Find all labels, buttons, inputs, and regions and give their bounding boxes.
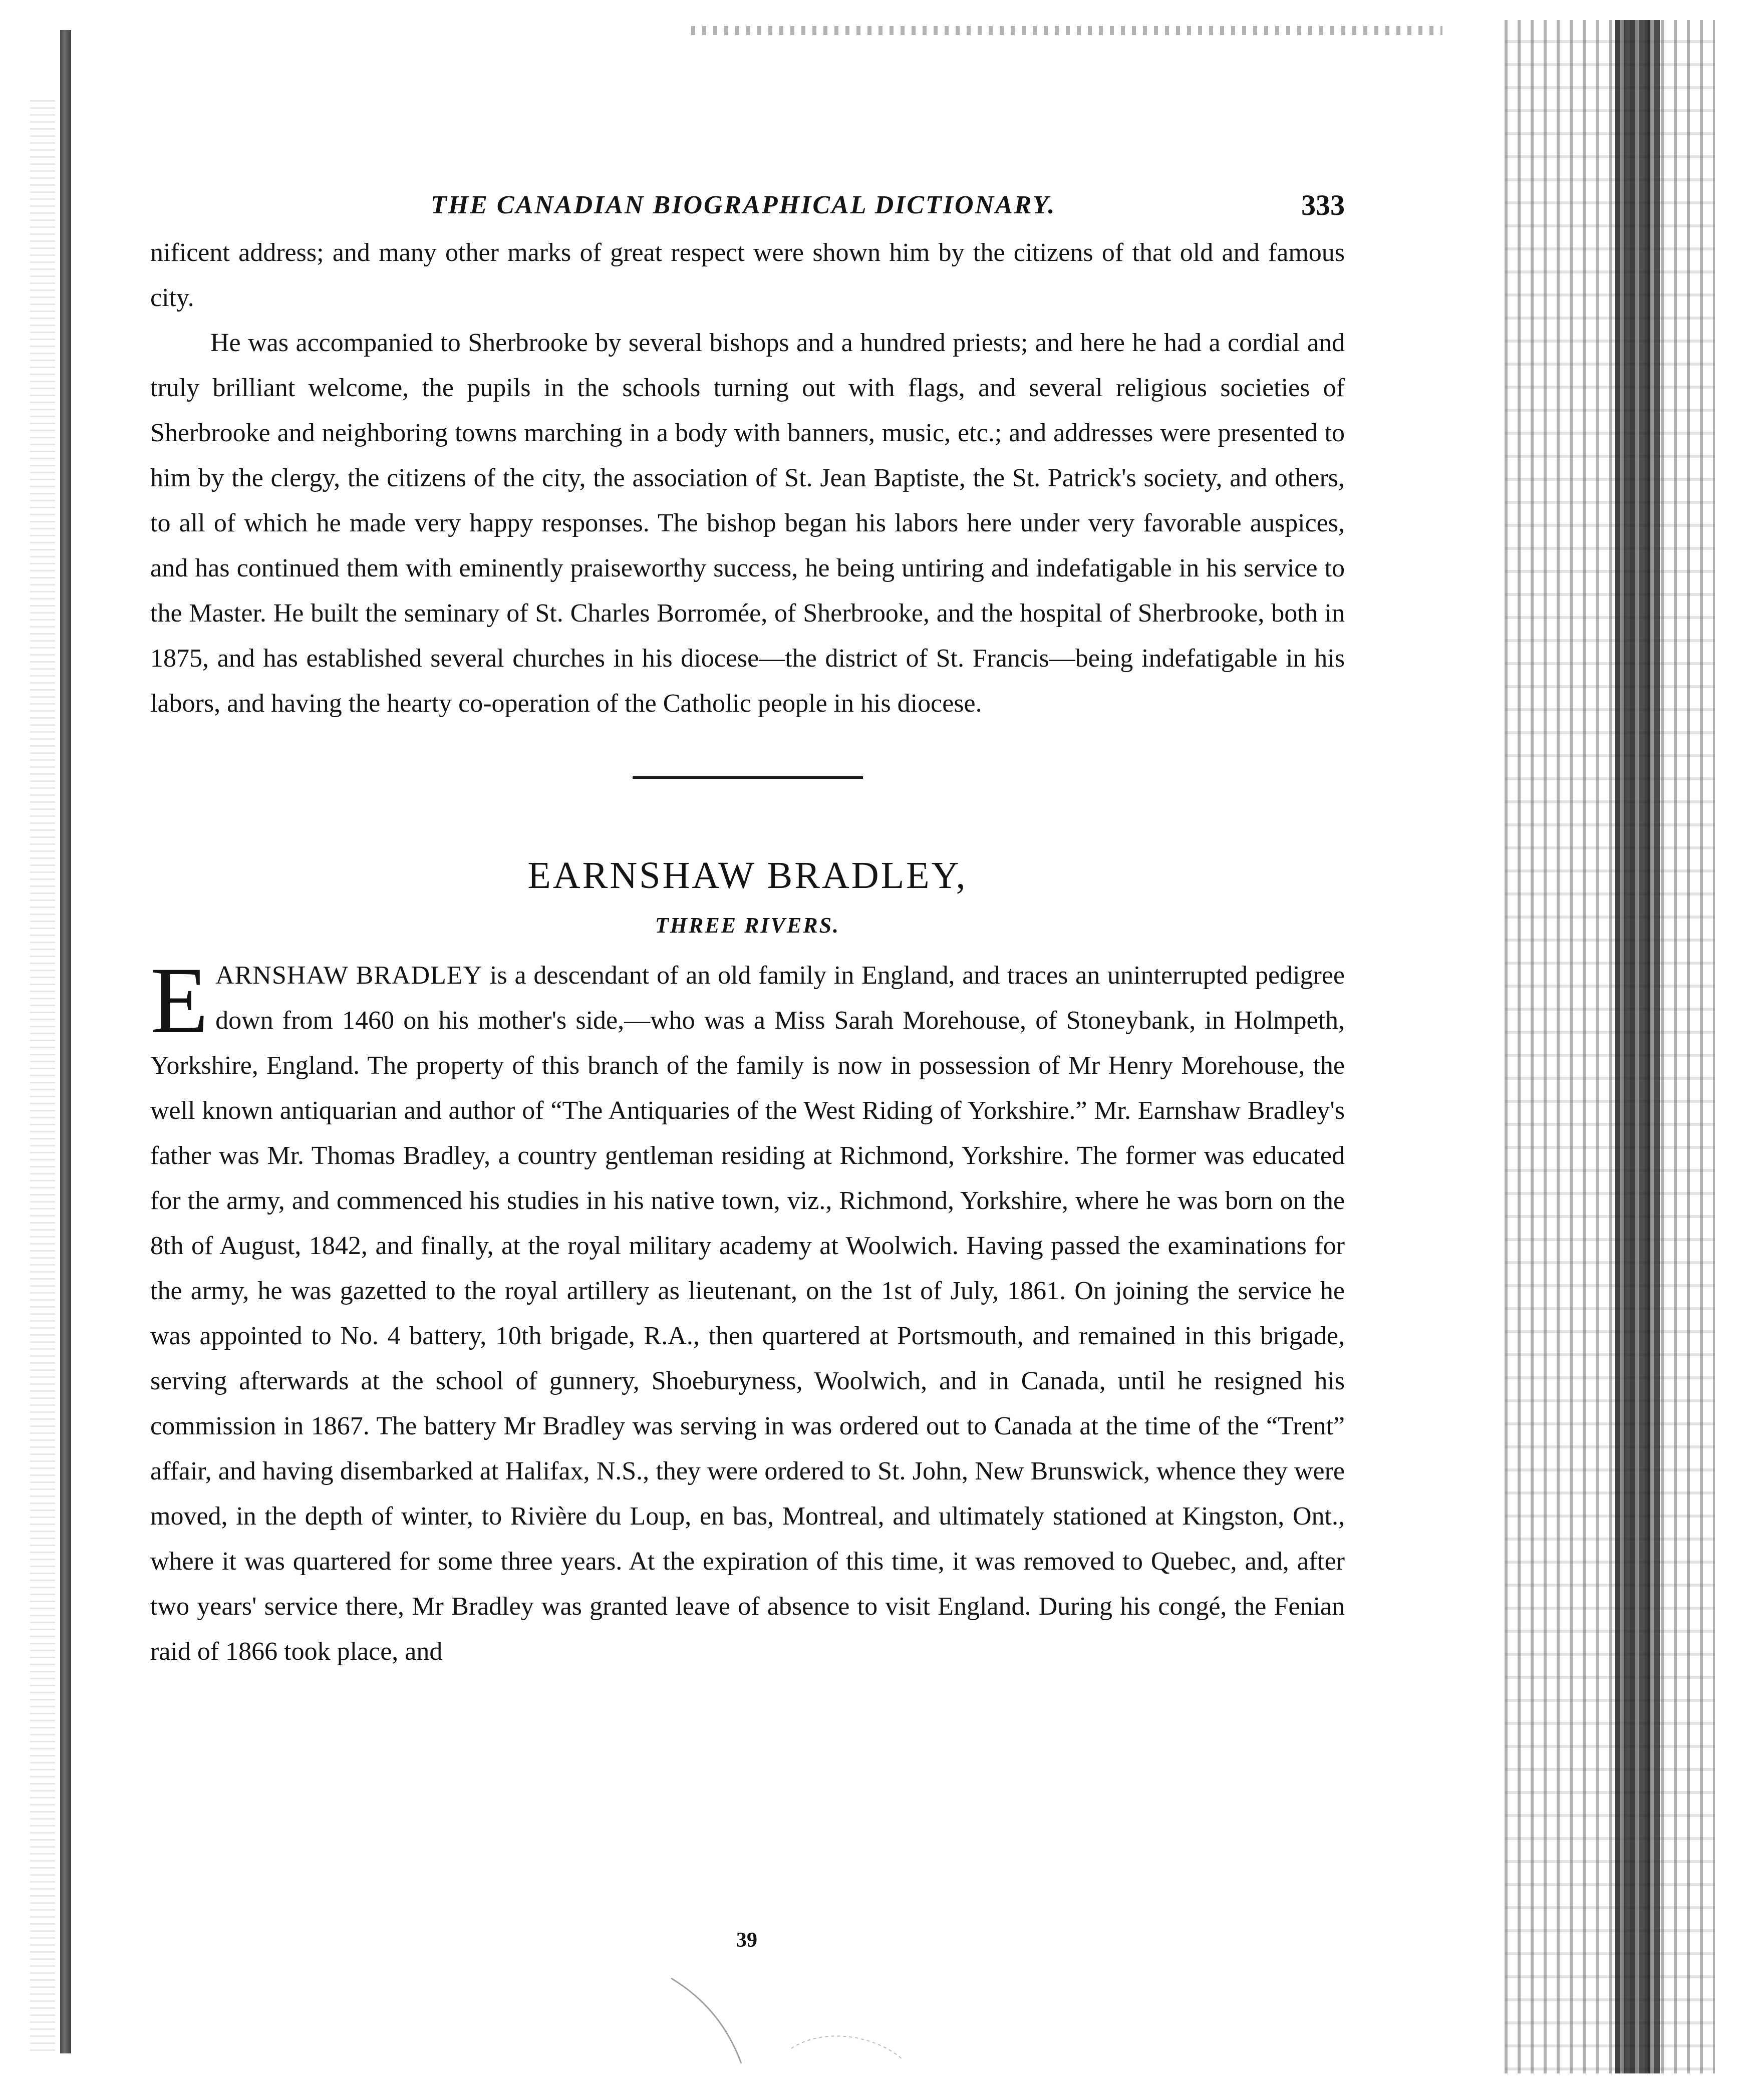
signature-mark: 39 [736, 1929, 757, 1952]
binding-shadow-left [30, 100, 55, 2053]
entry-place: THREE RIVERS. [655, 913, 840, 938]
entry-title: EARNSHAW BRADLEY, [527, 854, 968, 896]
running-title: THE CANADIAN BIOGRAPHICAL DICTIONARY. [431, 191, 1056, 219]
continued-paragraph: nificent address; and many other marks of great respect were shown him by the citizens of that old and famous city. [150, 238, 1345, 312]
binding-gutter-right [1615, 20, 1660, 2073]
continued-paragraph-2: He was accompanied to Sherbrooke by several bishops and a hundred priests; and here he had a cordial and truly brilliant welcome, the pupils in the schools turning out with flags, and several religious societies of Sherbrooke and neighboring towns marching in a body with banners, music, etc.; and addresses were presented to him by the clergy, the citizens of the city, the association of St. Jean Baptiste, the St. Patrick's society, and others, to all of which he made very happy responses. The bishop began his labors here under very favorable auspices, and has continued them with eminently praiseworthy success, he being untiring and indefatigable in his service to the Master. He built the seminary of St. Charles Borromée, of Sherbrooke, and the hospital of Sherbrooke, both in 1875, and has established several churches in his diocese—the district of St. Francis—being indefatigable in his labors, and having the hearty co-operation of the Catholic people in his diocese. [150, 329, 1345, 718]
page-number: 333 [1301, 189, 1345, 221]
page-content [150, 190, 1345, 1674]
section-divider [633, 776, 863, 779]
running-head [150, 190, 1345, 230]
entry-body [150, 948, 1345, 1674]
binding-edge-left [60, 30, 71, 2053]
drop-cap: E [150, 948, 209, 1053]
entry-first-words: ARNSHAW BRADLEY [215, 961, 483, 990]
entry-body-text: is a descendant of an old family in England, and traces an uninterrupted pedigree down from 1460 on his mother's side,—who was a Miss Sarah Morehouse, of Stoneybank, in Holmpeth, Yorkshire, England. The property of this branch of the family is now in possession of Mr Henry Morehouse, the well known antiquarian and author of “The Antiquaries of the West Riding of Yorkshire.” Mr. Earnshaw Bradley's father was Mr. Thomas Bradley, a country gentleman residing at Richmond, Yorkshire. The former was educated for the army, and commenced his studies in his native town, viz., Richmond, Yorkshire, where he was born on the 8th of August, 1842, and finally, at the royal military academy at Woolwich. Having passed the examinations for the army, he was gazetted to the royal artillery as lieutenant, on the 1st of July, 1861. On joining the service he was appointed to No. 4 battery, 10th brigade, R.A., then quartered at Portsmouth, and remained in this brigade, serving afterwards at the school of gunnery, Shoeburyness, Woolwich, and in Canada, until he resigned his commission in 1867. The battery Mr Bradley was serving in was ordered out to Canada at the time of the “Trent” affair, and having disembarked at Halifax, N.S., they were ordered to St. John, New Brunswick, whence they were moved, in the depth of winter, to Rivière du Loup, en bas, Montreal, and ultimately stationed at Kingston, Ont., where it was quartered for some three years. At the expiration of this time, it was removed to Quebec, and, after two years' service there, Mr Bradley was granted leave of absence to visit England. During his congé, the Fenian raid of 1866 took place, and [150, 961, 1345, 1666]
scan-smudge-top [691, 26, 1442, 35]
binding-edge-right [1505, 20, 1715, 2073]
scan-scribble [641, 1968, 1142, 2068]
